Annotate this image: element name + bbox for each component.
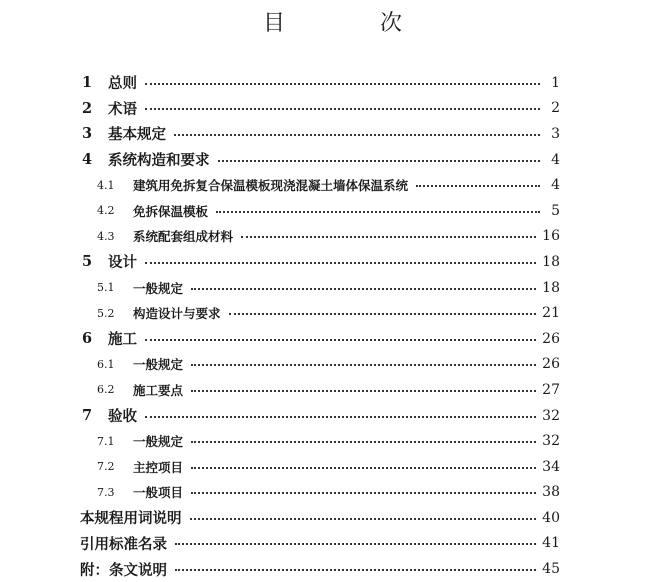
toc-entry-4-1[interactable] <box>80 172 560 198</box>
dot-leader <box>241 236 536 238</box>
dot-leader <box>216 211 540 213</box>
toc-entry-number: 3 <box>82 125 93 143</box>
toc-entry-page: 26 <box>542 330 560 347</box>
toc-entry-number: 1 <box>82 74 93 92</box>
toc-entry-label: 一般规定 <box>133 357 184 373</box>
dot-leader <box>191 467 536 469</box>
toc-entry-number: 5 <box>82 253 93 271</box>
toc-entry-label: 施工 <box>108 331 137 349</box>
toc-entry-number: 7.3 <box>97 485 115 499</box>
toc-entry-page: 41 <box>542 535 560 552</box>
toc-entry-label: 附：条文说明 <box>80 561 167 579</box>
toc-entry-label: 基本规定 <box>108 126 166 144</box>
toc-entry-3[interactable] <box>80 121 560 147</box>
toc-entry-page: 45 <box>542 561 560 578</box>
toc-entry-5-1[interactable] <box>80 275 560 301</box>
dot-leader <box>191 364 536 366</box>
toc-entry-number: 6 <box>82 330 93 348</box>
toc-entry-4[interactable] <box>80 147 560 173</box>
toc-entry-wording[interactable] <box>80 505 560 531</box>
toc-entry-5[interactable] <box>80 249 560 275</box>
dot-leader <box>174 134 540 136</box>
toc-entry-number: 7 <box>82 407 93 425</box>
toc-entry-number: 5.1 <box>97 281 115 295</box>
toc-entry-label: 验收 <box>108 408 137 426</box>
toc-entry-label: 构造设计与要求 <box>133 306 221 322</box>
toc-entry-label: 一般规定 <box>133 280 184 296</box>
toc-entry-number: 4.1 <box>97 178 115 192</box>
toc-entry-number: 6.1 <box>97 357 115 371</box>
toc-entry-page: 16 <box>542 228 560 245</box>
toc-entry-label: 设计 <box>108 254 137 272</box>
toc-entry-label: 主控项目 <box>133 459 184 475</box>
toc-entry-label: 一般项目 <box>133 485 184 501</box>
dot-leader <box>191 492 536 494</box>
toc-entry-page: 32 <box>542 407 560 424</box>
dot-leader <box>175 543 536 545</box>
toc-entry-6-1[interactable] <box>80 352 560 378</box>
dot-leader <box>145 108 540 110</box>
toc-entry-number: 7.1 <box>97 434 115 448</box>
toc-entry-label: 一般规定 <box>133 434 184 450</box>
toc-entry-label: 本规程用词说明 <box>80 510 182 528</box>
dot-leader <box>191 441 536 443</box>
toc-entry-page: 18 <box>542 279 560 296</box>
toc-entry-page: 18 <box>542 253 560 270</box>
dot-leader <box>175 569 536 571</box>
toc-entry-label: 术语 <box>108 100 137 118</box>
toc-entry-7-2[interactable] <box>80 454 560 480</box>
toc-entry-number: 4.2 <box>97 204 115 218</box>
toc-entry-label: 总则 <box>108 75 137 93</box>
toc-entry-page: 21 <box>542 305 560 322</box>
toc-entry-number: 4.3 <box>97 229 115 243</box>
toc-entry-1[interactable] <box>80 70 560 96</box>
toc-entry-page: 1 <box>551 74 560 91</box>
toc-entry-page: 4 <box>551 151 560 168</box>
dot-leader <box>145 416 536 418</box>
toc-entry-label: 施工要点 <box>133 382 184 398</box>
toc-entry-page: 34 <box>542 458 560 475</box>
toc-entry-label: 系统构造和要求 <box>108 152 210 170</box>
toc-entry-page: 4 <box>551 177 560 194</box>
dot-leader <box>145 262 536 264</box>
toc-entry-page: 38 <box>542 484 560 501</box>
toc-entry-page: 32 <box>542 433 560 450</box>
toc-entry-6[interactable] <box>80 326 560 352</box>
toc-entry-label: 引用标准名录 <box>80 535 167 553</box>
toc-entry-standards[interactable] <box>80 531 560 557</box>
toc-entry-label: 系统配套组成材料 <box>133 229 234 245</box>
page-title: 目 次 <box>263 11 446 36</box>
toc-entry-6-2[interactable] <box>80 377 560 403</box>
toc-entry-7-1[interactable] <box>80 428 560 454</box>
toc-entry-page: 2 <box>551 100 560 117</box>
toc-entry-commentary[interactable] <box>80 556 560 582</box>
toc-entry-page: 27 <box>542 381 560 398</box>
dot-leader <box>191 288 536 290</box>
dot-leader <box>190 518 537 520</box>
dot-leader <box>416 185 540 187</box>
toc-entry-number: 2 <box>82 99 93 117</box>
dot-leader <box>145 339 536 341</box>
dot-leader <box>191 390 536 392</box>
toc-entry-page: 40 <box>542 509 560 526</box>
toc-entry-4-3[interactable] <box>80 224 560 250</box>
toc-entry-number: 4 <box>82 151 93 169</box>
toc-entry-7-3[interactable] <box>80 480 560 506</box>
toc-entry-7[interactable] <box>80 403 560 429</box>
dot-leader <box>145 83 540 85</box>
toc-entry-page: 3 <box>551 125 560 142</box>
dot-leader <box>218 160 541 162</box>
toc-entry-number: 5.2 <box>97 306 115 320</box>
toc-entry-label: 建筑用免拆复合保温模板现浇混凝土墙体保温系统 <box>133 178 409 194</box>
toc-entry-number: 6.2 <box>97 383 115 397</box>
toc-entry-page: 26 <box>542 356 560 373</box>
toc-entry-4-2[interactable] <box>80 198 560 224</box>
dot-leader <box>229 313 537 315</box>
toc-entry-2[interactable] <box>80 96 560 122</box>
toc-entry-page: 5 <box>551 202 560 219</box>
table-of-contents <box>80 70 560 582</box>
toc-entry-label: 免拆保温模板 <box>133 203 209 219</box>
toc-entry-5-2[interactable] <box>80 300 560 326</box>
toc-entry-number: 7.2 <box>97 460 115 474</box>
